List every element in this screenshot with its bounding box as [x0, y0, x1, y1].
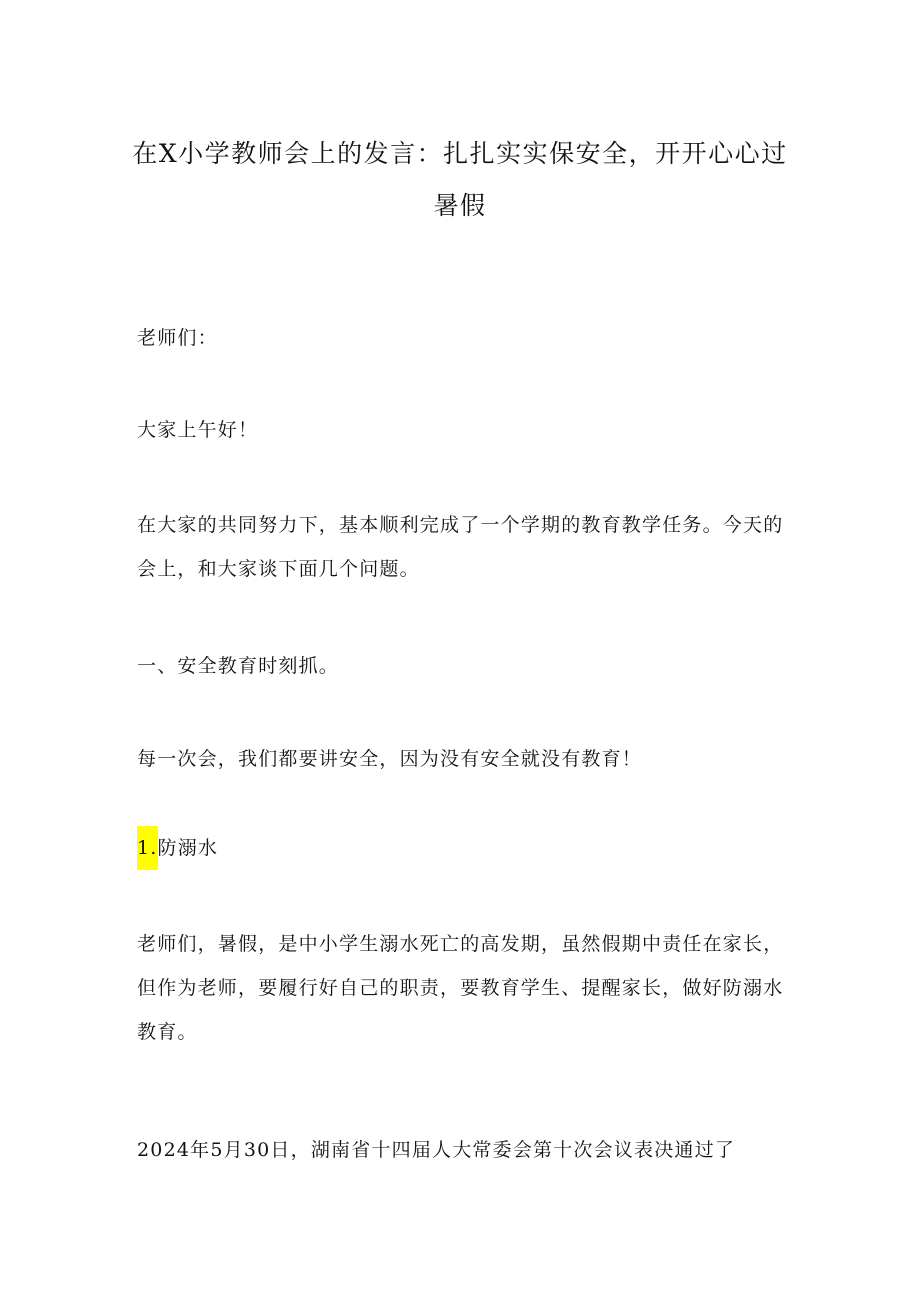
intro-paragraph: 在大家的共同努力下，基本顺利完成了一个学期的教育教学任务。今天的会上，和大家谈下面几个问题。 [137, 514, 784, 580]
document-title: 在X小学教师会上的发言：扎扎实实保安全，开开心心过暑假 [132, 139, 788, 220]
item-1-law: 2024年5月30日，湖南省十四届人大常委会第十次会议表决通过了 [137, 1139, 736, 1161]
item-1-number-highlight: 1. [137, 826, 158, 870]
greeting-morning: 大家上午好！ [137, 419, 259, 441]
item-1-body: 老师们，暑假，是中小学生溺水死亡的高发期，虽然假期中责任在家长，但作为老师，要履行好自己的职责，要教育学生、提醒家长，做好防溺水教育。 [137, 933, 784, 1043]
section-1-heading: 一、安全教育时刻抓。 [137, 655, 340, 677]
section-1-lead: 每一次会，我们都要讲安全，因为没有安全就没有教育！ [137, 748, 643, 770]
item-1-title: 防溺水 [157, 837, 219, 859]
item-1-heading [137, 826, 787, 870]
greeting-teachers: 老师们： [137, 327, 218, 349]
